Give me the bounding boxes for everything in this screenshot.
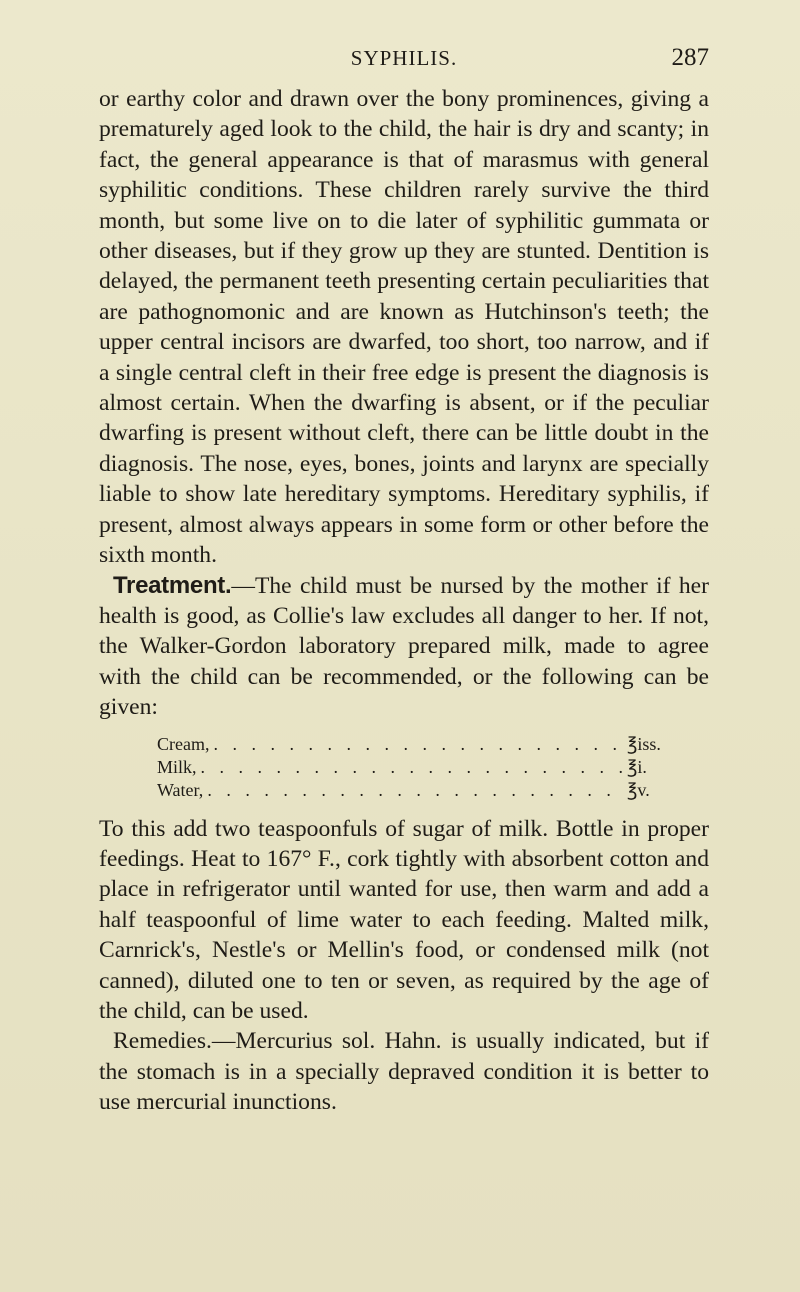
page-header: [99, 44, 709, 76]
recipe-ingredient: Water,: [157, 779, 204, 800]
paragraph-symptoms: or earthy color and drawn over the bony prominences, giving a prematurely aged look to the child, the hair is dry and scanty; in fact, the general appearance is that of marasmus with general syphilitic conditions. These children rarely survive the third month, but some live on to die later of syphilitic gummata or other diseases, but if they grow up they are stunted. Dentition is delayed, the permanent teeth presenting certain peculiarities that are pathognomonic and are known as Hutchinson's teeth; the upper central incisors are dwarfed, too short, too narrow, and if a single central cleft in their free edge is present the diagnosis is almost certain. When the dwarfing is absent, or if the peculiar dwarfing is present without cleft, there can be little doubt in the diagnosis. The nose, eyes, bones, joints and larynx are specially liable to show late hereditary symptoms. Hereditary syphilis, if present, almost always appears in some form or other before the sixth month.: [99, 86, 709, 569]
treatment-text: —The child must be nursed by the mother if her health is good, as Collie's law excludes all danger to her. If not, the Walker-Gordon laboratory prepared milk, made to agree with the child can be recommended, or the following can be given:: [99, 572, 709, 721]
recipe-quantity: ℥i.: [627, 756, 647, 777]
leader-dots: [207, 779, 623, 802]
recipe-ingredient: Milk,: [157, 756, 197, 777]
recipe-ingredient: Cream,: [157, 733, 210, 754]
running-title: SYPHILIS.: [350, 46, 458, 70]
recipe-quantity: ℥iss.: [627, 733, 661, 754]
milk-recipe: [157, 733, 671, 802]
recipe-row: [157, 733, 671, 756]
paragraph-treatment: [99, 571, 709, 723]
page-number: 287: [671, 44, 709, 71]
paragraph-remedies: Remedies.—Mercurius sol. Hahn. is usually indicated, but if the stomach is in a specially depraved condition it is better to use mercurial inunctions.: [99, 1028, 709, 1116]
recipe-row: [157, 779, 671, 802]
leader-dots: [213, 733, 623, 756]
treatment-heading: Treatment.: [113, 571, 232, 599]
body-text: [99, 84, 709, 1118]
paragraph-feeding: To this add two teaspoonfuls of sugar of milk. Bottle in proper feedings. Heat to 167° F., cork tightly with absorbent cotton and place in refrigerator until wanted for use, then warm and add a half teaspoonful of lime water to each feeding. Malted milk, Carnrick's, Nestle's or Mellin's food, or condensed milk (not canned), diluted one to ten or seven, as required by the age of the child, can be used.: [99, 815, 709, 1024]
recipe-row: [157, 756, 671, 779]
recipe-quantity: ℥v.: [627, 779, 650, 800]
leader-dots: [201, 756, 623, 779]
